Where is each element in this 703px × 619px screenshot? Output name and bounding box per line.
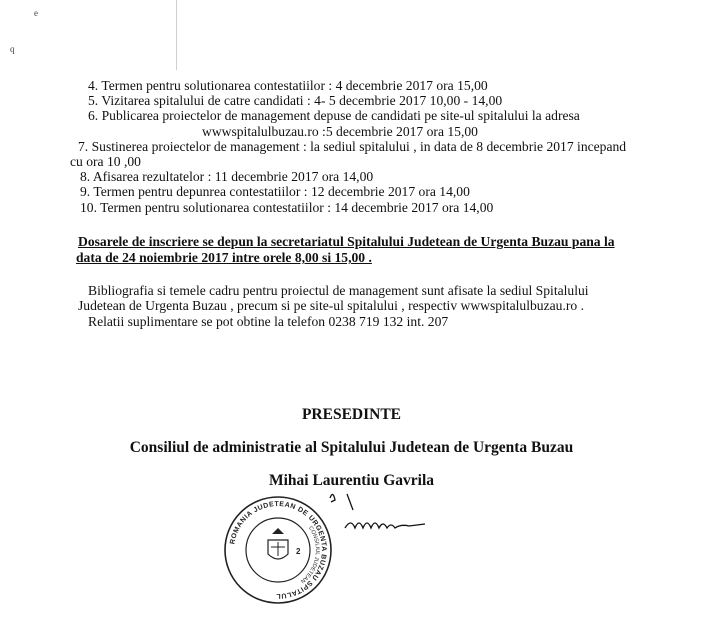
scan-artifact-mark: e — [34, 8, 38, 18]
list-item: 9. Termen pentru depunrea contestatiilor : 12 decembrie 2017 ora 14,00 — [80, 184, 470, 200]
fold-line — [176, 0, 177, 70]
bibliography-paragraph — [78, 283, 678, 329]
stamp-emblem-icon — [268, 528, 288, 559]
signatory-role: PRESEDINTE — [301, 406, 402, 423]
list-item: 8. Afisarea rezultatelor : 11 decembrie 2017 ora 14,00 — [80, 169, 374, 185]
schedule-list — [70, 78, 670, 215]
council-name: Consiliul de administratie al Spitalului Judetean de Urgenta Buzau — [129, 439, 574, 456]
list-item: 5. Vizitarea spitalului de catre candidati : 4- 5 decembrie 2017 10,00 - 14,00 — [88, 93, 503, 109]
signatory-name: Mihai Laurentiu Gavrila — [268, 472, 435, 489]
list-item: 6. Publicarea proiectelor de management depuse de candidati pe site-ul spitalului la adresa — [88, 108, 580, 124]
scan-artifact-mark: q — [10, 44, 15, 54]
contact-line: Relatii suplimentare se pot obtine la telefon 0238 719 132 int. 207 — [88, 313, 449, 329]
stamp-number: 2 — [296, 547, 301, 556]
list-item: 4. Termen pentru solutionarea contestatiilor : 4 decembrie 2017 ora 15,00 — [88, 78, 488, 93]
notice-line: Dosarele de inscriere se depun la secretariatul Spitalului Judetean de Urgenta Buzau pana la — [78, 234, 615, 249]
stamp-inner-text: CONSILIUL JUDETEAN — [299, 525, 321, 584]
list-item-continuation: cu ora 10 ,00 — [70, 154, 141, 170]
bibliography-line: Bibliografia si temele cadru pentru proiectul de management sunt afisate la sediul Spitalului — [88, 283, 589, 298]
handwritten-signature — [325, 488, 430, 538]
list-item: 10. Termen pentru solutionarea contestatiilor : 14 decembrie 2017 ora 14,00 — [80, 199, 494, 215]
list-item-continuation: wwwspitalulbuzau.ro :5 decembrie 2017 ora 15,00 — [202, 123, 478, 139]
notice-line: data de 24 noiembrie 2017 intre orele 8,00 si 15,00 . — [76, 250, 372, 265]
list-item: 7. Sustinerea proiectelor de management : la sediul spitalului , in data de 8 decembrie 2017 incepand — [78, 138, 627, 154]
official-stamp — [222, 494, 334, 606]
submission-notice — [78, 234, 678, 266]
stamp-outer-text: ROMANIA JUDETEAN DE URGENTA BUZAU SPITALUL — [229, 500, 328, 600]
bibliography-line: Judetean de Urgenta Buzau , precum si pe site-ul spitalului , respectiv wwwspitalulbuzau.ro . — [78, 298, 584, 314]
